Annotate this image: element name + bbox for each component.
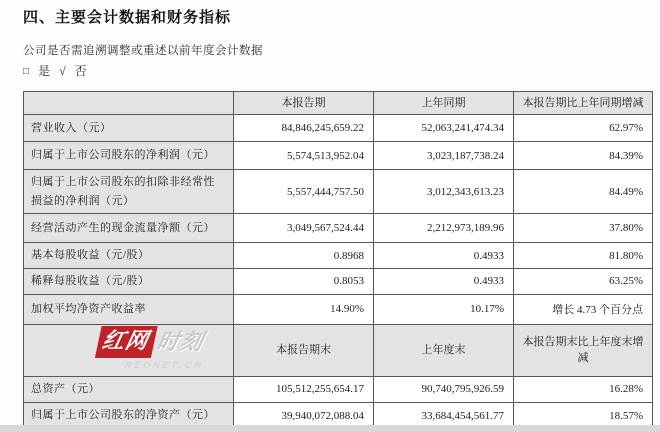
value-change: 84.49% bbox=[514, 170, 653, 214]
value-current-period: 0.8968 bbox=[234, 243, 374, 269]
table-row-operating-cash-flow bbox=[24, 214, 653, 243]
table-row-net-profit-excl-nonrecurring bbox=[24, 170, 653, 214]
header-current-period-end: 本报告期末 bbox=[234, 324, 374, 376]
rednet-logo-gray-text: 时刻 bbox=[154, 329, 207, 354]
answer-yes-label: 是 bbox=[38, 64, 51, 78]
table-row-basic-eps bbox=[24, 243, 653, 269]
table-row-weighted-avg-roe bbox=[24, 294, 653, 324]
section-title: 四、主要会计数据和财务指标 bbox=[23, 10, 232, 26]
value-prior-period: 52,063,241,474.34 bbox=[374, 115, 514, 142]
table-header-row-period bbox=[24, 92, 653, 115]
value-prior-period: 2,212,973,189.96 bbox=[374, 214, 514, 243]
table-header-row-period-end bbox=[24, 324, 653, 376]
header-period-change: 本报告期比上年同期增减 bbox=[514, 92, 653, 115]
value-current-period: 5,557,444,757.50 bbox=[234, 170, 374, 214]
header-blank-cell bbox=[24, 92, 234, 115]
rednet-site-label: REDNET.CN bbox=[123, 360, 205, 370]
restatement-question: 公司是否需追溯调整或重述以前年度会计数据 bbox=[23, 45, 263, 57]
row-label: 营业收入（元） bbox=[24, 115, 234, 142]
value-prior-period: 0.4933 bbox=[374, 243, 514, 269]
value-current-period: 0.8053 bbox=[234, 269, 374, 295]
table-row-total-assets bbox=[24, 376, 653, 402]
restatement-answer bbox=[23, 62, 93, 79]
value-prior-period: 3,023,187,738.24 bbox=[374, 142, 514, 170]
page-bottom-edge bbox=[0, 425, 660, 432]
value-current-period: 84,846,245,659.22 bbox=[234, 115, 374, 142]
header-prior-period: 上年同期 bbox=[374, 92, 514, 115]
value-prior-period: 33,684,454,561.77 bbox=[374, 402, 514, 429]
value-change: 63.25% bbox=[514, 269, 653, 295]
value-current-period: 3,049,567,524.44 bbox=[234, 214, 374, 243]
row-label: 经营活动产生的现金流量净额（元） bbox=[24, 214, 234, 243]
checkbox-unchecked-icon: □ bbox=[23, 66, 30, 77]
value-prior-period: 90,740,795,926.59 bbox=[374, 376, 514, 402]
row-label: 归属于上市公司股东的扣除非经常性损益的净利润（元） bbox=[24, 170, 234, 214]
header-current-period: 本报告期 bbox=[234, 92, 374, 115]
value-change: 增长 4.73 个百分点 bbox=[514, 294, 653, 324]
value-change: 16.28% bbox=[514, 376, 653, 402]
table-row-diluted-eps bbox=[24, 269, 653, 295]
value-current-period: 14.90% bbox=[234, 294, 374, 324]
table-row-net-profit bbox=[24, 142, 653, 170]
header-blank-cell bbox=[24, 324, 234, 376]
row-label: 归属于上市公司股东的净资产（元） bbox=[24, 402, 234, 429]
value-prior-period: 0.4933 bbox=[374, 269, 514, 295]
value-current-period: 105,512,255,654.17 bbox=[234, 376, 374, 402]
value-change: 18.57% bbox=[514, 402, 653, 429]
value-current-period: 5,574,513,952.04 bbox=[234, 142, 374, 170]
answer-no-label: 否 bbox=[74, 64, 87, 78]
rednet-logo-red-block: 红网 bbox=[95, 326, 158, 358]
row-label: 稀释每股收益（元/股） bbox=[24, 269, 234, 295]
row-label: 加权平均净资产收益率 bbox=[24, 294, 234, 324]
row-label: 总资产（元） bbox=[24, 376, 234, 402]
value-change: 37.80% bbox=[514, 214, 653, 243]
header-period-end-change: 本报告期末比上年度末增减 bbox=[514, 324, 653, 376]
value-change: 62.97% bbox=[514, 115, 653, 142]
value-change: 81.80% bbox=[514, 243, 653, 269]
row-label: 归属于上市公司股东的净利润（元） bbox=[24, 142, 234, 170]
row-label: 基本每股收益（元/股） bbox=[24, 243, 234, 269]
checkmark-icon: √ bbox=[59, 64, 66, 78]
value-prior-period: 10.17% bbox=[374, 294, 514, 324]
value-prior-period: 3,012,343,613.23 bbox=[374, 170, 514, 214]
financial-indicators-table bbox=[23, 91, 653, 430]
value-current-period: 39,940,072,088.04 bbox=[234, 402, 374, 429]
header-prior-year-end: 上年度末 bbox=[374, 324, 514, 376]
table-row-revenue bbox=[24, 115, 653, 142]
value-change: 84.39% bbox=[514, 142, 653, 170]
